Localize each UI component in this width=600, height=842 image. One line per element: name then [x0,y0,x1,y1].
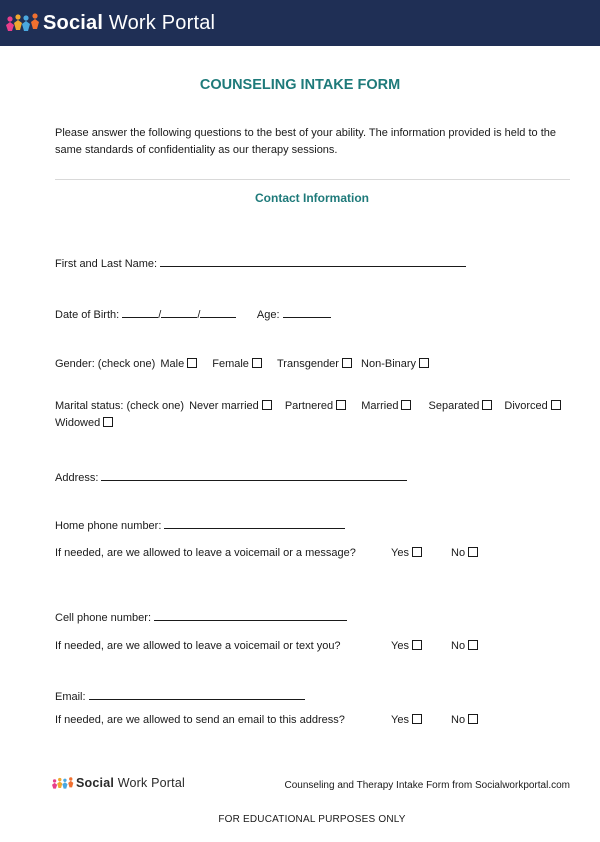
checkbox-icon [412,547,422,557]
cell-phone-field[interactable] [154,609,347,621]
checkbox-icon [412,640,422,650]
gender-option-transgender[interactable]: Transgender [277,358,352,370]
home-phone-label: Home phone number: [55,520,162,532]
marital-option-partnered[interactable]: Partnered [285,400,346,412]
marital-row-2 [55,417,113,429]
form-title: COUNSELING INTAKE FORM [199,77,401,93]
footer-brand-name: Social Work Portal [76,776,185,790]
gender-option-male[interactable]: Male [160,358,197,370]
home-phone-yes[interactable]: Yes [391,547,422,559]
email-question: If needed, are we allowed to send an email to this address? [55,714,345,726]
home-phone-field[interactable] [164,517,345,529]
cell-phone-question: If needed, are we allowed to leave a voicemail or text you? [55,640,341,652]
email-permission-row [55,714,575,726]
email-yes[interactable]: Yes [391,714,422,726]
divider [55,179,570,180]
name-label: First and Last Name: [55,258,158,270]
checkbox-icon [468,714,478,724]
checkbox-icon [342,358,352,368]
email-label: Email: [55,691,86,703]
age-label: Age: [256,309,280,321]
checkbox-icon [187,358,197,368]
dob-day-field[interactable] [161,306,197,318]
checkbox-icon [103,417,113,427]
address-label: Address: [55,472,99,484]
marital-row [55,400,561,412]
marital-option-married[interactable]: Married [361,400,411,412]
marital-option-divorced[interactable]: Divorced [504,400,560,412]
email-no[interactable]: No [451,714,478,726]
home-phone-permission-row [55,547,575,559]
checkbox-icon [252,358,262,368]
cell-phone-row [55,609,347,624]
header-bar [0,0,600,46]
age-field[interactable] [283,306,331,318]
checkbox-icon [482,400,492,410]
home-phone-question: If needed, are we allowed to leave a voicemail or a message? [55,547,356,559]
footer-source-note: Counseling and Therapy Intake Form from Socialworkportal.com [284,780,570,791]
gender-row [55,358,429,370]
gender-label: Gender: (check one) [55,358,156,370]
email-row [55,688,305,703]
email-field[interactable] [89,688,305,700]
section-title-contact: Contact Information [255,191,369,205]
checkbox-icon [412,714,422,724]
name-field[interactable] [160,255,466,267]
checkbox-icon [336,400,346,410]
cell-phone-yes[interactable]: Yes [391,640,422,652]
dob-slash: / [197,309,201,321]
people-logo-icon [52,777,74,790]
checkbox-icon [551,400,561,410]
checkbox-icon [419,358,429,368]
marital-label: Marital status: (check one) [55,400,184,412]
address-row [55,469,407,484]
brand-logo[interactable] [6,10,215,36]
dob-label: Date of Birth: [55,309,120,321]
brand-name: Social Work Portal [43,11,216,34]
marital-option-never-married[interactable]: Never married [189,400,272,412]
people-logo-icon [6,13,40,33]
gender-option-female[interactable]: Female [212,358,262,370]
address-field[interactable] [101,469,407,481]
intro-text: Please answer the following questions to the best of your ability. The information provided is held to the same standards of confidentiality as our therapy sessions. [55,127,556,156]
dob-slash: / [158,309,162,321]
checkbox-icon [468,640,478,650]
checkbox-icon [401,400,411,410]
name-row [55,255,466,270]
dob-month-field[interactable] [122,306,158,318]
dob-year-field[interactable] [200,306,236,318]
footer-brand-logo [52,776,185,790]
checkbox-icon [262,400,272,410]
home-phone-no[interactable]: No [451,547,478,559]
cell-phone-no[interactable]: No [451,640,478,652]
dob-row [55,306,331,321]
footer-disclaimer: FOR EDUCATIONAL PURPOSES ONLY [218,814,406,825]
cell-phone-label: Cell phone number: [55,612,152,624]
gender-option-nonbinary[interactable]: Non-Binary [361,358,429,370]
marital-option-separated[interactable]: Separated [429,400,493,412]
marital-option-widowed[interactable]: Widowed [55,417,113,429]
home-phone-row [55,517,345,532]
checkbox-icon [468,547,478,557]
cell-phone-permission-row [55,640,575,652]
